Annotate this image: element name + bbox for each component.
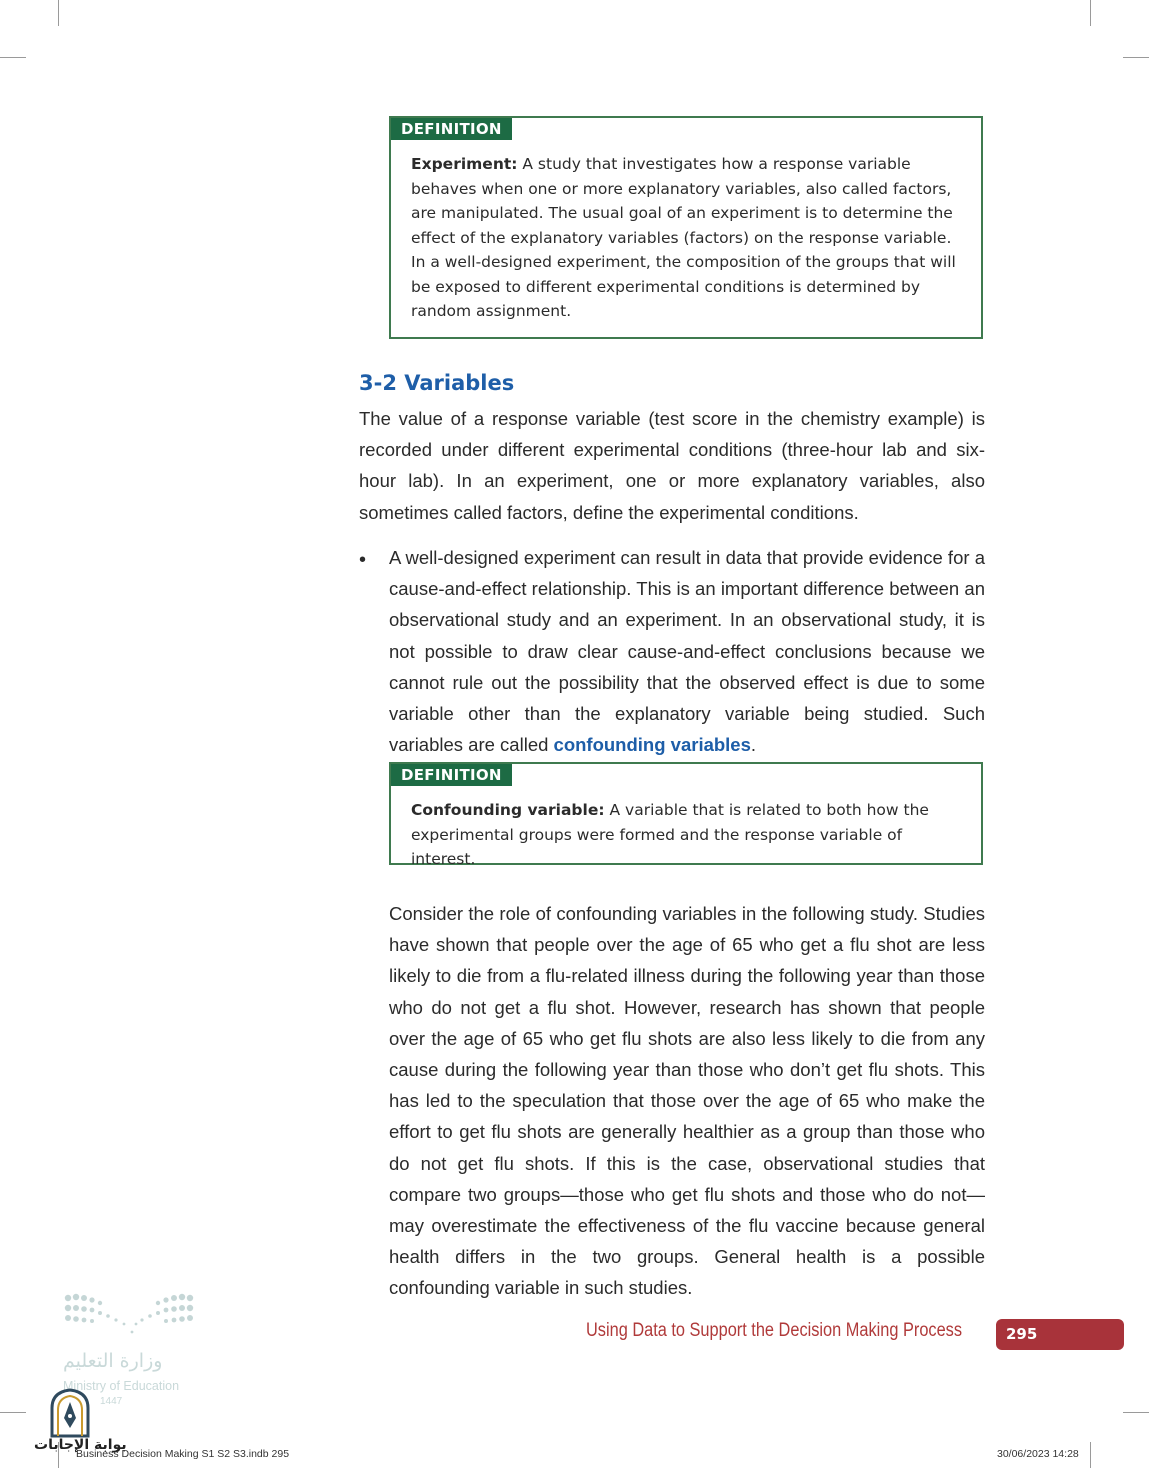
section-heading: 3-2 Variables — [359, 371, 515, 395]
bullet-text: A well-designed experiment can result in data that provide evidence for a cause-and-effect relationship. This is an important difference between an observational study and an experiment. In an observational study, it is not possible to draw clear cause-and-effect conclusions because we cannot rule out the possibility that the observed effect is due to some variable other than the explanatory variable being studied. Such variables are called — [389, 547, 985, 756]
definition-term: Confounding variable: — [411, 801, 605, 819]
bullet-marker: • — [359, 549, 367, 571]
intro-paragraph: The value of a response variable (test score in the chemistry example) is recorded under different experimental conditions (three-hour lab and six-hour lab). In an experiment, one or more explanatory variables, also sometimes called factors, define the experimental conditions. — [359, 408, 985, 523]
definition-box-experiment — [389, 116, 983, 339]
crop-mark — [1090, 1442, 1091, 1468]
crop-mark — [1123, 57, 1149, 58]
definition-label: DEFINITION — [391, 118, 512, 140]
ministry-logo-icon — [60, 1290, 210, 1340]
crop-mark — [0, 57, 26, 58]
crop-mark — [1123, 1412, 1149, 1413]
crop-mark — [1090, 0, 1091, 26]
bullet-paragraph — [389, 542, 985, 760]
key-term-confounding-variables: confounding variables — [553, 734, 751, 756]
footer-title: Using Data to Support the Decision Making Process — [586, 1320, 963, 1341]
print-slug-date: 30/06/2023 14:28 — [997, 1448, 1079, 1460]
definition-text — [391, 118, 981, 324]
crop-mark — [0, 1412, 26, 1413]
print-slug-file: Business Decision Making S1 S2 S3.indb 295 — [76, 1448, 290, 1460]
definition-label: DEFINITION — [391, 764, 512, 786]
portal-logo-icon — [46, 1388, 94, 1438]
bullet-end: . — [750, 734, 757, 756]
page-number: 295 — [996, 1319, 1124, 1350]
ministry-name-english: Ministry of Education — [63, 1379, 180, 1393]
definition-body: A variable that is related to both how the experimental groups were formed and the response variable of interest. — [411, 801, 929, 868]
ministry-name-arabic: وزارة التعليم — [63, 1350, 163, 1372]
portal-text: بوابة الإجابات — [34, 1437, 127, 1453]
definition-body: A study that investigates how a response variable behaves when one or more explanatory variables, also called factors, are manipulated. The usual goal of an experiment is to determine the effect of the explanatory variables (factors) on the response variable. In a well-designed experiment, the composition of the groups that will be exposed to different experimental conditions is determined by random assignment. — [411, 155, 956, 320]
ministry-year: 1447 — [100, 1396, 123, 1407]
definition-box-confounding — [389, 762, 983, 868]
crop-mark — [58, 0, 59, 26]
example-paragraph: Consider the role of confounding variables in the following study. Studies have shown that people over the age of 65 who get a flu shot are less likely to die from a flu-related illness during the following year than those who do not get a flu shot. However, research has shown that people over the age of 65 who get flu shots are also less likely to die from any cause during the following year than those who don’t get flu shots. This has led to the speculation that those over the age of 65 who make the effort to get flu shots are generally healthier as a group than those who do not get flu shots. If this is the case, observational studies that compare two groups—those who get flu shots and those who do not—may overestimate the effectiveness of the flu vaccine because general health differs in the two groups. General health is a possible confounding variable in such studies. — [389, 903, 985, 1299]
definition-term: Experiment: — [411, 155, 518, 173]
